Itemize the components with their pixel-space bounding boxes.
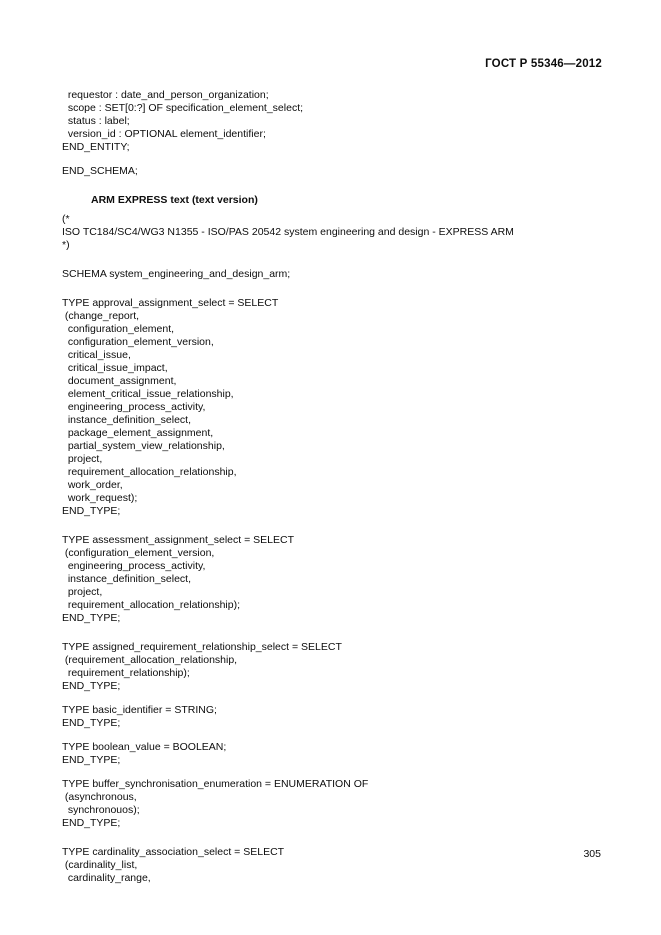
code-line: project, — [62, 586, 103, 598]
code-line: END_TYPE; — [62, 505, 121, 517]
code-line: TYPE cardinality_association_select = SELECT — [62, 846, 285, 858]
code-line: engineering_process_activity, — [62, 560, 206, 572]
code-line: configuration_element_version, — [62, 336, 214, 348]
code-line: TYPE buffer_synchronisation_enumeration = ENUMERATION OF — [62, 778, 369, 790]
code-line: TYPE boolean_value = BOOLEAN; — [62, 741, 227, 753]
code-line: cardinality_range, — [62, 872, 151, 884]
code-line: scope : SET[0:?] OF specification_element_select; — [62, 102, 304, 114]
code-line: requirement_allocation_relationship); — [62, 599, 241, 611]
spacer — [62, 518, 602, 534]
schema-declaration-line: SCHEMA system_engineering_and_design_arm; — [62, 268, 291, 280]
code-line: engineering_process_activity, — [62, 401, 206, 413]
comment-block — [62, 213, 602, 252]
spacer — [62, 154, 602, 165]
code-line: requirement_allocation_relationship, — [62, 466, 237, 478]
code-line: END_TYPE; — [62, 754, 121, 766]
code-line: (cardinality_list, — [62, 859, 138, 871]
code-line: TYPE assigned_requirement_relationship_select = SELECT — [62, 641, 342, 653]
end-schema-line: END_SCHEMA; — [62, 165, 138, 177]
type-block-approval-assignment-select — [62, 297, 602, 518]
type-block-cardinality-association-select — [62, 846, 602, 885]
entity-tail-block — [62, 89, 602, 154]
section-heading-arm-express: ARM EXPRESS text (text version) — [91, 194, 258, 206]
spacer — [62, 625, 602, 641]
code-line: project, — [62, 453, 103, 465]
code-line: work_request); — [62, 492, 138, 504]
code-line: element_critical_issue_relationship, — [62, 388, 234, 400]
code-line: critical_issue, — [62, 349, 131, 361]
type-block-basic-identifier — [62, 704, 602, 730]
type-block-buffer-synchronisation-enumeration — [62, 778, 602, 830]
code-line: END_TYPE; — [62, 612, 121, 624]
code-line: END_TYPE; — [62, 817, 121, 829]
type-block-assessment-assignment-select — [62, 534, 602, 625]
spacer — [62, 730, 602, 741]
code-line: ISO TC184/SC4/WG3 N1355 - ISO/PAS 20542 system engineering and design - EXPRESS ARM — [62, 226, 514, 238]
code-line: requirement_relationship); — [62, 667, 190, 679]
page-header-standard-title: ГОСТ Р 55346—2012 — [485, 58, 602, 70]
page-number: 305 — [583, 848, 601, 860]
spacer — [62, 830, 602, 846]
code-line: synchronouos); — [62, 804, 140, 816]
spacer — [62, 178, 602, 194]
code-line: (change_report, — [62, 310, 140, 322]
code-line: document_assignment, — [62, 375, 177, 387]
spacer — [62, 693, 602, 704]
spacer — [62, 252, 602, 268]
code-line: package_element_assignment, — [62, 427, 214, 439]
code-line: critical_issue_impact, — [62, 362, 168, 374]
code-line: END_TYPE; — [62, 717, 121, 729]
code-line: version_id : OPTIONAL element_identifier; — [62, 128, 266, 140]
code-line: (requirement_allocation_relationship, — [62, 654, 238, 666]
code-line: (configuration_element_version, — [62, 547, 215, 559]
type-block-assigned-requirement-relationship-select — [62, 641, 602, 693]
code-line: *) — [62, 239, 70, 251]
spacer — [62, 767, 602, 778]
page-body — [62, 89, 602, 885]
code-line: TYPE basic_identifier = STRING; — [62, 704, 217, 716]
code-line: TYPE assessment_assignment_select = SELECT — [62, 534, 294, 546]
code-line: END_ENTITY; — [62, 141, 130, 153]
spacer — [62, 281, 602, 297]
code-line: partial_system_view_relationship, — [62, 440, 225, 452]
code-line: instance_definition_select, — [62, 573, 191, 585]
code-line: work_order, — [62, 479, 123, 491]
code-line: status : label; — [62, 115, 130, 127]
code-line: requestor : date_and_person_organization; — [62, 89, 269, 101]
code-line: (asynchronous, — [62, 791, 137, 803]
type-block-boolean-value — [62, 741, 602, 767]
code-line: instance_definition_select, — [62, 414, 191, 426]
code-line: configuration_element, — [62, 323, 175, 335]
code-line: (* — [62, 213, 70, 225]
code-line: TYPE approval_assignment_select = SELECT — [62, 297, 279, 309]
code-line: END_TYPE; — [62, 680, 121, 692]
